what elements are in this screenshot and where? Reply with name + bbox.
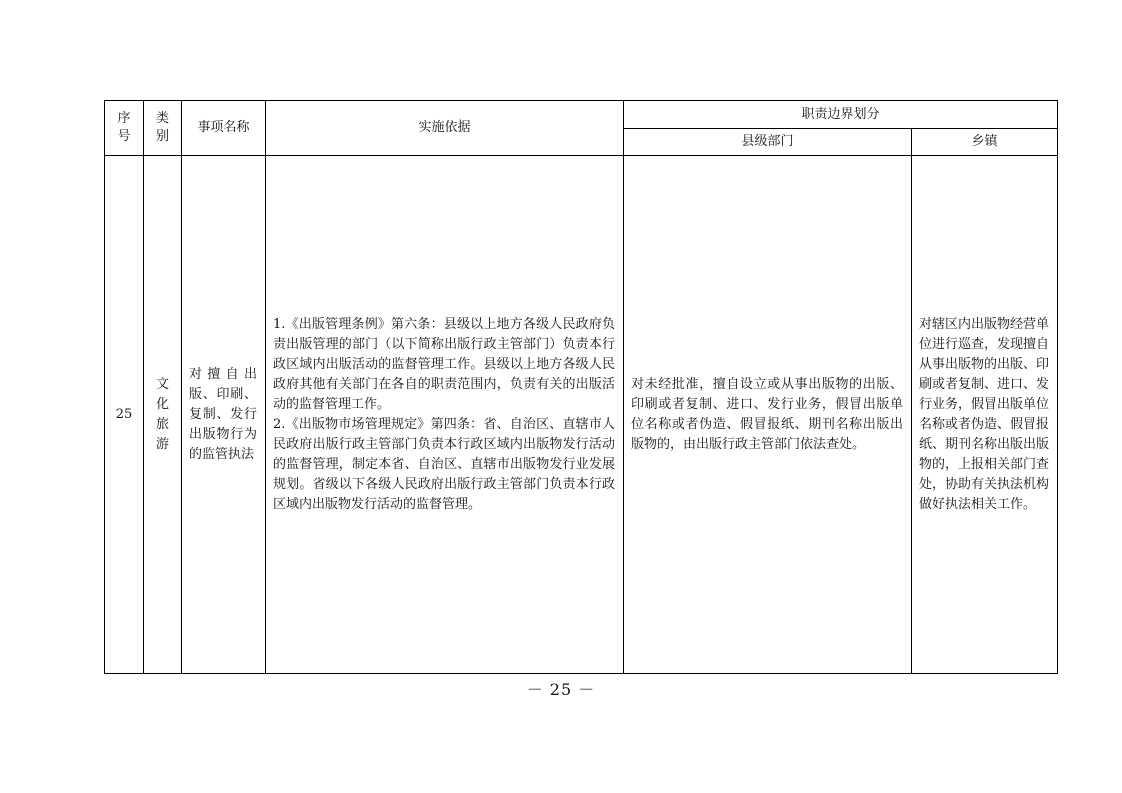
row-seq: 25 — [105, 156, 144, 674]
header-division: 职责边界划分 — [624, 101, 1058, 129]
basis-paragraph-2: 2.《出版物市场管理规定》第四条：省、自治区、直辖市人民政府出版行政主管部门负责本行政区域内出版物发行活动的监督管理，制定本省、自治区、直辖市出版物发行业发展规划。省级以下各级人民政府出版行政主管部门负责本行政区域内出版物发行活动的监督管理。 — [273, 416, 615, 512]
responsibility-table — [104, 100, 1058, 674]
row-category — [144, 156, 182, 674]
header-county: 县级部门 — [624, 129, 912, 156]
header-item-name: 事项名称 — [182, 101, 266, 156]
row-category-text: 文化旅游 — [155, 376, 169, 452]
header-township: 乡镇 — [912, 129, 1058, 156]
table-row — [105, 156, 1058, 674]
header-category — [144, 101, 182, 156]
header-basis: 实施依据 — [266, 101, 624, 156]
row-county-duty: 对未经批准，擅自设立或从事出版物的出版、印刷或者复制、进口、发行业务，假冒出版单位名称或者伪造、假冒报纸、期刊名称出版出版物的，由出版行政主管部门依法查处。 — [624, 156, 912, 674]
header-seq-label: 序号 — [117, 110, 131, 144]
header-category-label: 类别 — [155, 110, 169, 144]
row-basis — [266, 156, 624, 674]
row-township-duty: 对辖区内出版物经营单位进行巡查，发现擅自从事出版物的出版、印刷或者复制、进口、发行业务，假冒出版单位名称或者伪造、假冒报纸、期刊名称出版出版物的，上报相关部门查处，协助有关执法机构做好执法相关工作。 — [912, 156, 1058, 674]
row-item-name: 对擅自出版、印刷、复制、发行出版物行为的监管执法 — [182, 156, 266, 674]
basis-paragraph-1: 1.《出版管理条例》第六条：县级以上地方各级人民政府负责出版管理的部门（以下简称出版行政主管部门）负责本行政区域内出版活动的监督管理工作。县级以上地方各级人民政府其他有关部门在各自的职责范围内，负责有关的出版活动的监督管理工作。 — [273, 316, 615, 412]
header-seq — [105, 101, 144, 156]
page-number: － 25 － — [526, 680, 596, 699]
